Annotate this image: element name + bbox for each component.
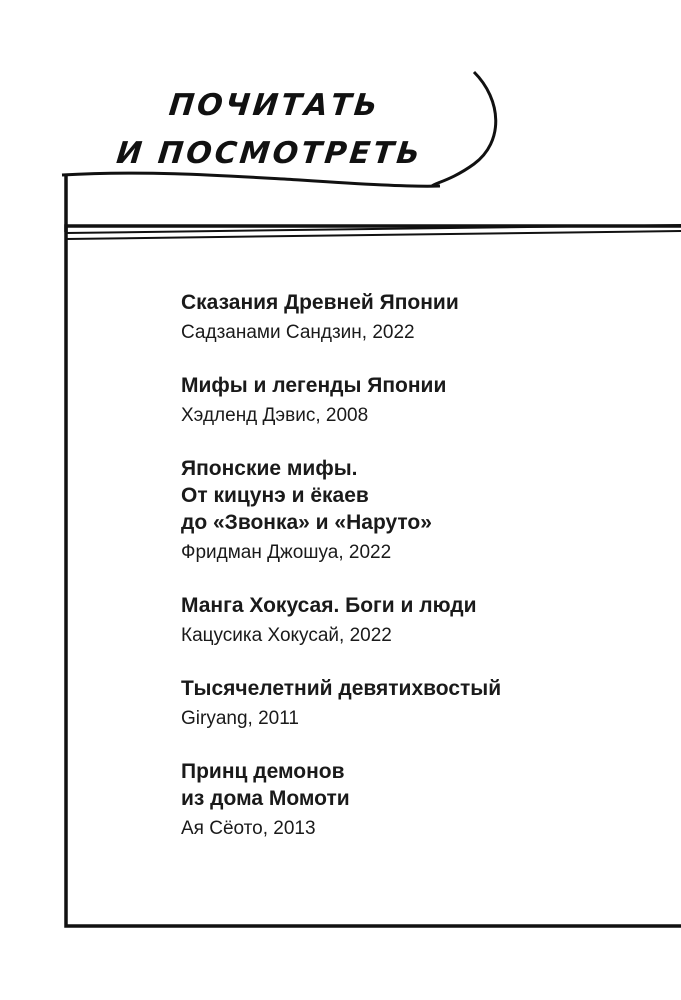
book-title-line: Японские мифы. — [181, 457, 358, 480]
book-author-year: Ая Сёото, 2013 — [181, 818, 316, 839]
book-title-line: Манга Хокусая. Боги и люди — [181, 594, 477, 617]
book-author-year: Хэдленд Дэвис, 2008 — [181, 405, 369, 426]
list-item — [181, 372, 651, 429]
book-year: 2013 — [273, 818, 316, 839]
list-item — [181, 289, 651, 346]
book-title — [181, 455, 651, 536]
book-year: 2022 — [348, 542, 392, 563]
book-title — [181, 758, 651, 812]
book-title — [181, 289, 651, 316]
list-item — [181, 758, 651, 842]
book-title-line: Принц демонов — [181, 760, 345, 783]
book-title-line: Мифы и легенды Японии — [181, 374, 447, 397]
list-item — [181, 675, 651, 732]
book-author: Хэдленд Дэвис — [181, 405, 316, 426]
book-title-line: из дома Момоти — [181, 787, 350, 810]
book-title-line: Тысячелетний девятихвостый — [181, 677, 502, 700]
book-author-year: Giryang, 2011 — [181, 708, 299, 729]
book-year: 2011 — [258, 708, 299, 729]
book-year: 2022 — [349, 625, 392, 646]
book-year: 2008 — [325, 405, 369, 426]
heading-line-1: ПОЧИТАТЬ — [167, 88, 382, 123]
book-title-line: до «Звонка» и «Наруто» — [181, 511, 432, 534]
book-author: Ая Сёото — [181, 818, 263, 839]
book-author-year: Фридман Джошуа, 2022 — [181, 542, 392, 563]
book-author-year: Кацусика Хокусай, 2022 — [181, 625, 392, 646]
book-author: Giryang — [181, 708, 248, 729]
book-title — [181, 592, 651, 619]
book-list — [181, 289, 651, 868]
book-author: Фридман Джошуа — [181, 542, 339, 563]
page-heading — [67, 82, 477, 178]
list-item — [181, 455, 651, 566]
book-author: Садзанами Сандзин — [181, 322, 362, 343]
book-year: 2022 — [372, 322, 415, 343]
book-title-line: Сказания Древней Японии — [181, 291, 459, 314]
book-author-year: Садзанами Сандзин, 2022 — [181, 322, 415, 343]
book-title — [181, 372, 651, 399]
list-item — [181, 592, 651, 649]
heading-line-2: И ПОСМОТРЕТЬ — [114, 136, 425, 171]
book-title — [181, 675, 651, 702]
book-author: Кацусика Хокусай — [181, 625, 340, 646]
book-title-line: От кицунэ и ёкаев — [181, 484, 369, 507]
